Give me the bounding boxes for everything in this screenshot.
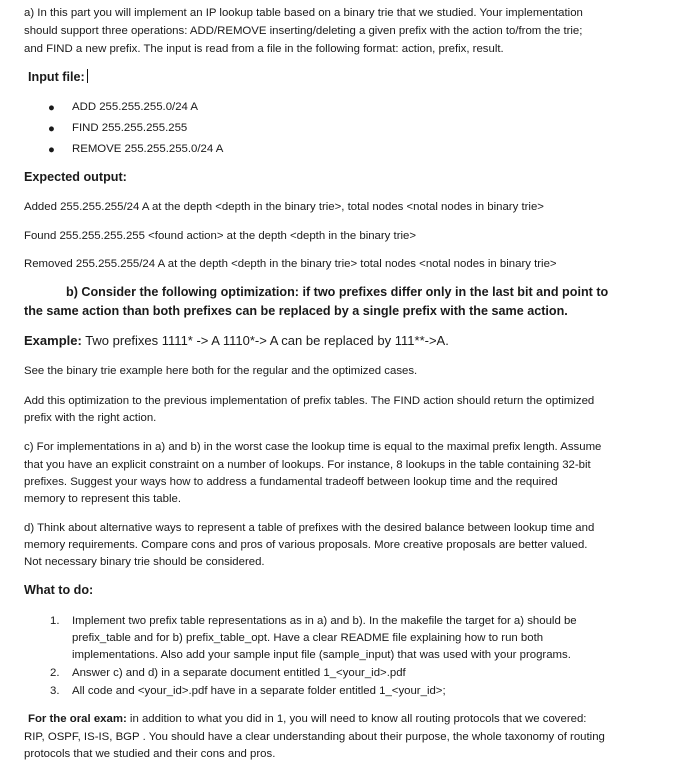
part-a-line-2: should support three operations: ADD/REMOVE inserting/deleting a given prefix with the action to/from the trie; (24, 25, 583, 37)
bullet-icon: ● (48, 102, 55, 114)
part-c-line-4: memory to represent this table. (24, 493, 182, 505)
what-to-do-heading: What to do: (24, 583, 94, 597)
todo-item-1-line-1: Implement two prefix table representations as in a) and b). In the makefile the target for a) should be (72, 615, 577, 627)
part-d-line-3: Not necessary binary trie should be considered. (24, 556, 265, 568)
list-number: 3. (50, 685, 60, 697)
output-line-added: Added 255.255.255/24 A at the depth <depth in the binary trie>, total nodes <notal nodes in binary trie> (24, 201, 544, 213)
oral-exam-line-3: protocols that we studied and their cons and pros. (24, 748, 276, 760)
input-file-heading[interactable] (28, 69, 88, 86)
expected-output-heading: Expected output: (24, 170, 127, 184)
text-cursor (87, 69, 88, 83)
oral-exam-line-2: RIP, OSPF, IS-IS, BGP . You should have a clear understanding about their purpose, the whole taxonomy of routing (24, 731, 605, 743)
example-label: Example: (24, 333, 82, 348)
part-b-heading-2: the same action than both prefixes can be replaced by a single prefix with the same action. (24, 304, 568, 318)
part-c-line-3: prefixes. Suggest your ways how to address a fundamental tradeoff between lookup time and the required (24, 476, 558, 488)
oral-exam-label: For the oral exam: (28, 713, 127, 725)
output-line-removed: Removed 255.255.255/24 A at the depth <depth in the binary trie> total nodes <notal nodes in binary trie> (24, 258, 557, 270)
part-d-line-1: d) Think about alternative ways to represent a table of prefixes with the desired balance between lookup time and (24, 522, 595, 534)
todo-item-1-line-2: prefix_table and for b) prefix_table_opt. Have a clear README file explaining how to run both (72, 632, 544, 644)
part-d-line-2: memory requirements. Compare cons and pros of various proposals. More creative proposals are better valued. (24, 539, 588, 551)
input-item-add: ADD 255.255.255.0/24 A (72, 101, 199, 113)
oral-exam-line-1 (28, 712, 586, 727)
part-b-heading-1: b) Consider the following optimization: if two prefixes differ only in the last bit and point to (66, 285, 609, 299)
part-c-line-1: c) For implementations in a) and b) in the worst case the lookup time is equal to the maximal prefix length. Assume (24, 441, 602, 453)
part-a-line-3: and FIND a new prefix. The input is read from a file in the following format: action, prefix, result. (24, 43, 504, 55)
input-file-label: Input file: (28, 70, 85, 84)
bullet-icon: ● (48, 123, 55, 135)
part-c-line-2: that you have an explicit constraint on a number of lookups. For instance, 8 lookups in the table containing 32-bit (24, 459, 591, 471)
part-a-line-1: a) In this part you will implement an IP lookup table based on a binary trie that we studied. Your implementation (24, 7, 583, 19)
oral-exam-text: in addition to what you did in 1, you will need to know all routing protocols that we covered: (126, 713, 587, 725)
todo-item-2: Answer c) and d) in a separate document entitled 1_<your_id>.pdf (72, 667, 406, 679)
see-trie-line: See the binary trie example here both for the regular and the optimized cases. (24, 365, 418, 377)
example-line (24, 333, 449, 348)
list-number: 1. (50, 615, 60, 627)
part-b-add-line-1: Add this optimization to the previous implementation of prefix tables. The FIND action should return the optimized (24, 395, 595, 407)
todo-item-1-line-3: implementations. Also add your sample input file (sample_input) that was used with your programs. (72, 649, 571, 661)
bullet-icon: ● (48, 144, 55, 156)
todo-item-3: All code and <your_id>.pdf have in a separate folder entitled 1_<your_id>; (72, 685, 446, 697)
example-text: Two prefixes 1111* -> A 1110*-> A can be replaced by 111**->A. (81, 333, 449, 348)
list-number: 2. (50, 667, 60, 679)
output-line-found: Found 255.255.255.255 <found action> at the depth <depth in the binary trie> (24, 230, 417, 242)
part-b-add-line-2: prefix with the right action. (24, 412, 157, 424)
input-item-find: FIND 255.255.255.255 (72, 122, 188, 134)
input-item-remove: REMOVE 255.255.255.0/24 A (72, 143, 224, 155)
